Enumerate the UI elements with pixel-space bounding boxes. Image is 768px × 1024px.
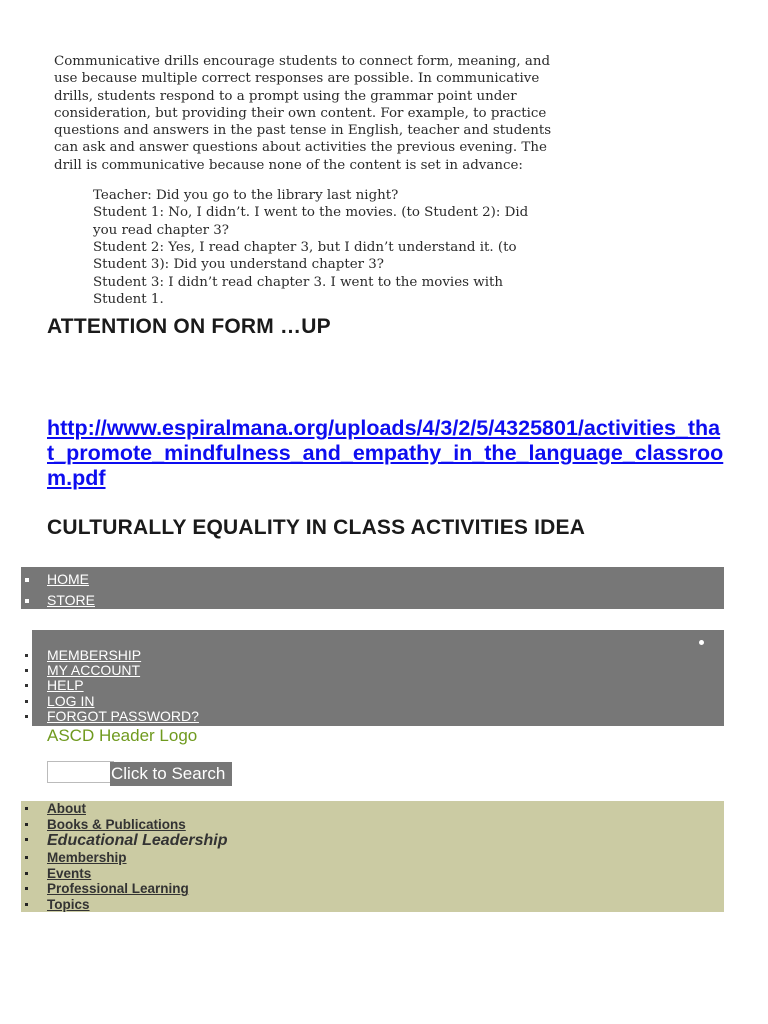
dialogue-line: Teacher: Did you go to the library last night? xyxy=(93,188,399,204)
dialogue-line: Student 3: I didn’t read chapter 3. I went to the movies with xyxy=(93,274,504,290)
account-nav-item xyxy=(47,648,199,663)
main-nav-link-educational-leadership[interactable]: Educational Leadership xyxy=(47,832,228,850)
account-link-my-account[interactable]: MY ACCOUNT xyxy=(47,662,141,679)
main-nav-link-books-publications[interactable]: Books & Publications xyxy=(47,816,186,832)
main-nav-link-events[interactable]: Events xyxy=(47,865,92,881)
ascd-header-logo[interactable]: ASCD Header Logo xyxy=(47,726,198,745)
main-nav-item xyxy=(47,850,227,866)
main-nav-link-about[interactable]: About xyxy=(47,801,86,816)
main-nav-link-topics[interactable]: Topics xyxy=(47,896,90,912)
scanned-excerpt xyxy=(54,53,574,308)
main-nav-item xyxy=(47,866,227,882)
excerpt-line: Communicative drills encourage students to connect form, meaning, and xyxy=(54,54,551,69)
main-nav-item xyxy=(47,832,227,850)
heading-attention-on-form: ATTENTION ON FORM …UP xyxy=(47,315,331,338)
pdf-resource-link[interactable]: http://www.espiralmana.org/uploads/4/3/2/5/4325801/activities_that_promote_mindfulness_and_empathy_in_the_language_classroom.pdf xyxy=(47,416,724,490)
dialogue-line: you read chapter 3? xyxy=(93,222,229,238)
account-link-membership[interactable]: MEMBERSHIP xyxy=(47,647,142,663)
account-nav xyxy=(47,648,199,724)
search-button[interactable]: Click to Search xyxy=(110,762,232,786)
main-nav-link-membership[interactable]: Membership xyxy=(47,850,127,866)
excerpt-line: drills, students respond to a prompt using the grammar point under xyxy=(54,88,517,104)
account-nav-item xyxy=(47,694,199,709)
search-input[interactable] xyxy=(47,761,114,783)
top-nav-link-store[interactable]: STORE xyxy=(47,592,95,608)
dialogue-line: Student 1. xyxy=(93,291,164,307)
main-nav-item xyxy=(47,897,227,913)
account-link-forgot-password[interactable]: FORGOT PASSWORD? xyxy=(47,707,199,724)
dialogue-line: Student 2: Yes, I read chapter 3, but I didn’t understand it. (to xyxy=(93,239,517,255)
account-nav-item xyxy=(47,663,199,678)
bullet-dot-icon xyxy=(699,640,704,645)
main-nav-item xyxy=(47,817,227,833)
top-nav-item-home xyxy=(47,569,95,590)
main-nav-item xyxy=(47,881,227,897)
excerpt-line: questions and answers in the past tense in English, teacher and students xyxy=(54,123,552,139)
account-link-help[interactable]: HELP xyxy=(47,677,84,694)
account-nav-item xyxy=(47,709,199,724)
excerpt-line: can ask and answer questions about activities the previous evening. The xyxy=(54,140,547,156)
main-nav-item xyxy=(47,801,227,817)
excerpt-line: drill is communicative because none of the content is set in advance: xyxy=(54,157,523,173)
dialogue-line: Student 3): Did you understand chapter 3? xyxy=(93,257,384,273)
main-nav-link-professional-learning[interactable]: Professional Learning xyxy=(47,881,189,897)
top-nav xyxy=(47,569,95,611)
dialogue-line: Student 1: No, I didn’t. I went to the movies. (to Student 2): Did xyxy=(93,205,529,221)
top-nav-item-store xyxy=(47,590,95,611)
heading-culturally-equality: CULTURALLY EQUALITY IN CLASS ACTIVITIES IDEA xyxy=(47,516,586,539)
account-nav-item xyxy=(47,678,199,693)
excerpt-line: consideration, but providing their own content. For example, to practice xyxy=(54,105,547,121)
main-nav xyxy=(47,801,227,913)
dialogue-block xyxy=(93,187,574,308)
excerpt-line: use because multiple correct responses are possible. In communicative xyxy=(54,71,540,87)
top-nav-bar xyxy=(21,567,724,609)
account-link-log-in[interactable]: LOG IN xyxy=(47,692,95,709)
top-nav-link-home[interactable]: HOME xyxy=(47,571,89,587)
